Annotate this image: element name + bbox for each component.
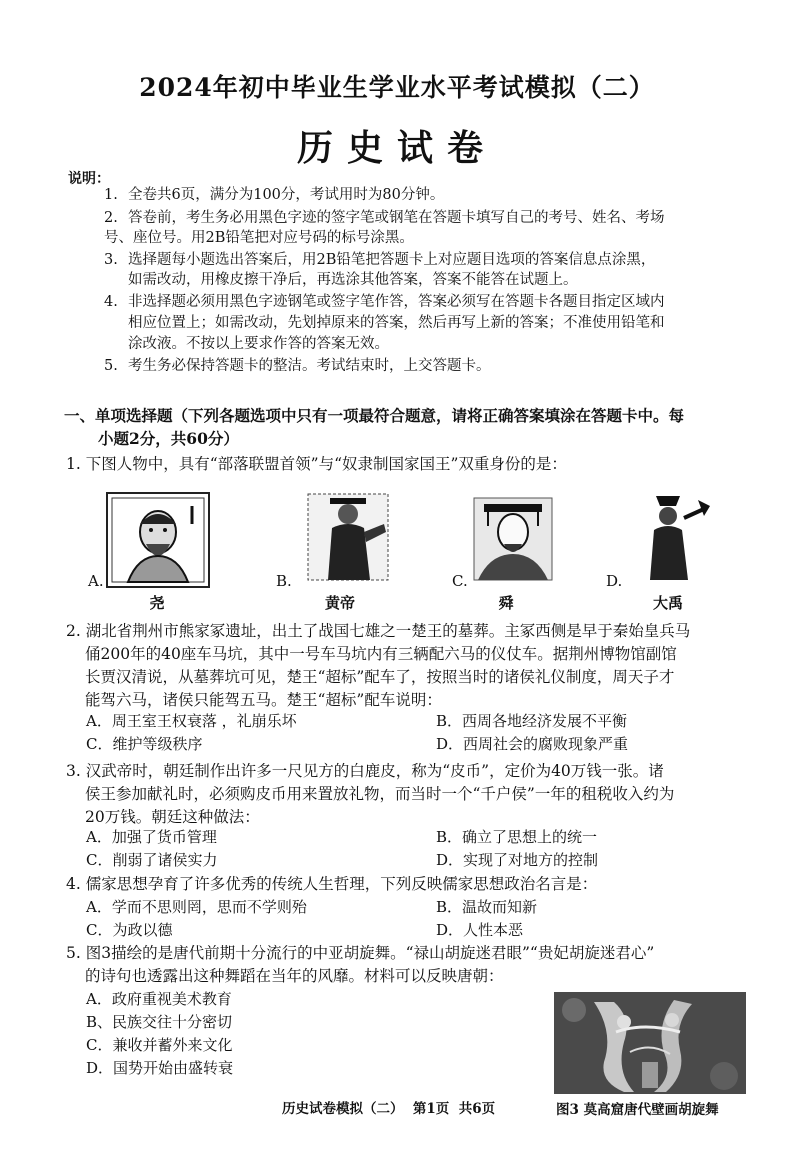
q1-option-a-letter: A. xyxy=(88,572,104,590)
q1-option-a-caption: 尧 xyxy=(149,594,165,612)
q3-option-b: B．确立了思想上的统一 xyxy=(436,828,598,846)
q1-option-c-caption: 舜 xyxy=(498,594,514,612)
instruction-item-3: 3. 选择题每小题选出答案后，用2B铅笔把答题卡上对应题目选项的答案信息点涂黑， 如需改动，用橡皮擦干净后，再选涂其他答案，答案不能答在试题上。 xyxy=(104,252,656,288)
instruction-item-4: 4. 非选择题必须用黑色字迹钢笔或签字笔作答，答案必须写在答题卡各题目指定区域内 相应位置上；如需改动，先划掉原来的答案，然后再写上新的答案；不准使用铅笔和 涂改液。不按以上要求作答的答案无效。 xyxy=(104,294,665,352)
q2-option-b: B．西周各地经济发展不平衡 xyxy=(436,712,628,730)
q2-option-d: D．西周社会的腐败现象严重 xyxy=(436,735,629,753)
q3-option-c: C．削弱了诸侯实力 xyxy=(86,851,218,869)
q3-option-d: D．实现了对地方的控制 xyxy=(436,851,599,869)
question-4-stem: 4. 儒家思想孕育了许多优秀的传统人生哲理，下列反映儒家思想政治名言是： xyxy=(66,875,598,893)
yao-portrait-icon xyxy=(108,494,208,586)
q1-option-d-portrait xyxy=(626,488,712,584)
q2-option-a: A．周王室王权衰落 ，礼崩乐坏 xyxy=(86,712,297,730)
page-footer: 历史试卷模拟（二） 第1页 共6页 xyxy=(282,1101,496,1117)
q5-option-a: A．政府重视美术教育 xyxy=(86,990,232,1008)
shun-portrait-icon xyxy=(470,488,556,584)
exam-title: 2024年初中毕业生学业水平考试模拟（二） xyxy=(139,73,655,102)
huxuan-dance-mural-icon xyxy=(554,992,746,1094)
dayu-portrait-icon xyxy=(626,488,712,584)
q3-option-a: A．加强了货币管理 xyxy=(86,828,217,846)
q1-option-d-letter: D. xyxy=(606,572,623,590)
figure-3-caption: 图3 莫高窟唐代壁画胡旋舞 xyxy=(556,1102,719,1118)
q1-option-c-portrait xyxy=(470,488,556,584)
q4-option-a: A．学而不思则罔，思而不学则殆 xyxy=(86,898,307,916)
question-5-stem: 5. 图3描绘的是唐代前期十分流行的中亚胡旋舞。“禄山胡旋迷君眼”“贵妃胡旋迷君心” 的诗句也透露出这种舞蹈在当年的风靡。材料可以反映唐朝： xyxy=(66,944,655,985)
q5-option-b: B、民族交往十分密切 xyxy=(86,1013,233,1031)
q4-option-b: B．温故而知新 xyxy=(436,898,538,916)
subject-title: 历史试卷 xyxy=(296,127,497,169)
q1-option-b-caption: 黄帝 xyxy=(324,594,355,612)
instruction-item-1: 1. 全卷共6页，满分为100分，考试用时为80分钟。 xyxy=(104,187,445,203)
instruction-item-2: 2. 答卷前，考生务必用黑色字迹的签字笔或钢笔在答题卡填写自己的考号、姓名、考场 号、座位号。用2B铅笔把对应号码的标号涂黑。 xyxy=(104,210,665,246)
question-3-stem: 3. 汉武帝时，朝廷制作出许多一尺见方的白鹿皮，称为“皮币”，定价为40万钱一张。诸 侯王参加献礼时，必须购皮币用来置放礼物，而当时一个“千户侯”一年的租税收入约为 20万钱。朝廷这种做法： xyxy=(66,762,675,826)
instructions-label: 说明： xyxy=(68,171,110,187)
q1-option-b-portrait xyxy=(300,488,396,584)
q4-option-c: C．为政以德 xyxy=(86,921,173,939)
huangdi-portrait-icon xyxy=(300,488,396,584)
q1-option-a-portrait xyxy=(106,492,210,588)
q1-option-d-caption: 大禹 xyxy=(652,594,683,612)
question-2-stem: 2. 湖北省荆州市熊家冢遗址，出土了战国七雄之一楚王的墓葬。主冢西侧是早于秦始皇兵马 俑200年的40座车马坑，其中一号车马坑内有三辆配六马的仪仗车。据荆州博物馆副馆 长贾汉清说，从墓葬坑可见，楚王“超标”配车了，按照当时的诸侯礼仪制度，周天子才 能驾六马，诸侯只能驾五马。楚王“超标”配车说明： xyxy=(66,622,691,709)
figure-3-mural xyxy=(554,992,746,1094)
q4-option-d: D．人性本恶 xyxy=(436,921,524,939)
question-1-stem: 1. 下图人物中，具有“部落联盟首领”与“奴隶制国家国王”双重身份的是： xyxy=(66,455,567,473)
q1-option-c-letter: C. xyxy=(452,572,468,590)
q5-option-c: C．兼收并蓄外来文化 xyxy=(86,1036,233,1054)
q5-option-d: D．国势开始由盛转衰 xyxy=(86,1059,234,1077)
instruction-item-5: 5. 考生务必保持答题卡的整洁。考试结束时，上交答题卡。 xyxy=(104,358,491,374)
section-1-heading: 一、单项选择题（下列各题选项中只有一项最符合题意，请将正确答案填涂在答题卡中。每 小题2分，共60分） xyxy=(64,406,685,448)
q2-option-c: C．维护等级秩序 xyxy=(86,735,203,753)
q1-option-b-letter: B. xyxy=(276,572,292,590)
